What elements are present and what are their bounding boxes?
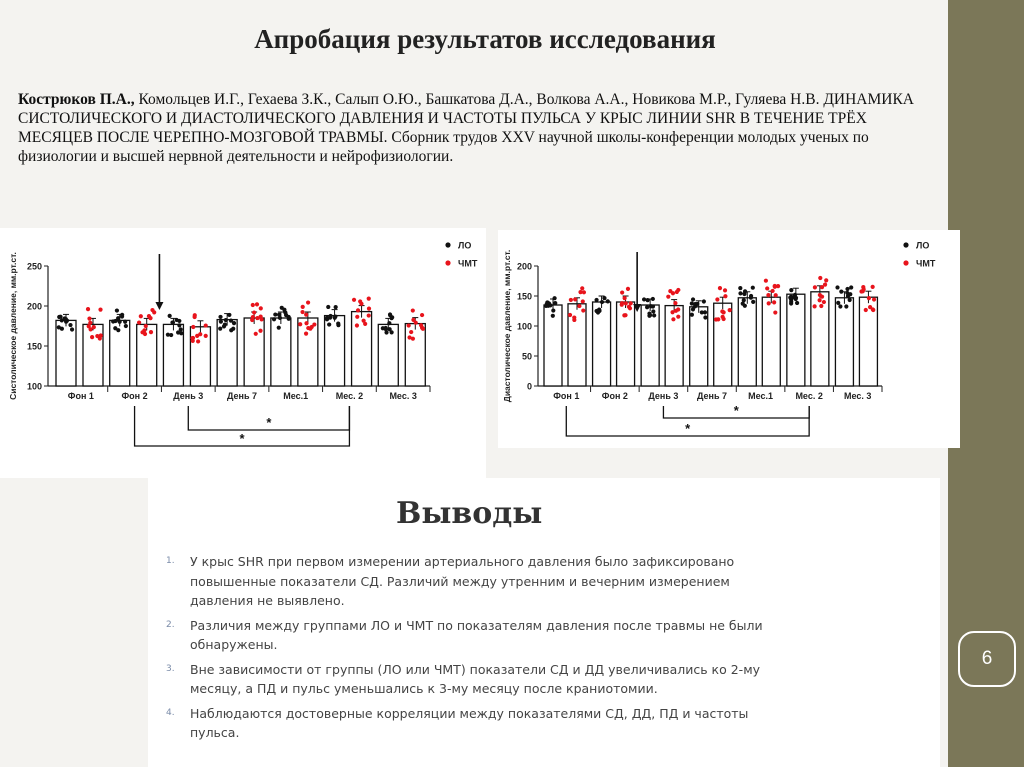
legend-marker	[903, 242, 908, 247]
data-point	[306, 300, 310, 304]
data-point	[407, 323, 411, 327]
conclusion-text: Наблюдаются достоверные корреляции между показателями СД, ДД, ПД и частоты пульса.	[190, 705, 749, 740]
data-point	[304, 313, 308, 317]
data-point	[168, 314, 172, 318]
data-point	[352, 298, 356, 302]
arrow-head	[155, 302, 163, 310]
data-point	[839, 290, 843, 294]
data-point	[70, 327, 74, 331]
y-axis-label: Систолическое давление, мм.рт.ст.	[8, 252, 18, 400]
data-point	[86, 307, 90, 311]
x-tick-label: Мес. 3	[389, 391, 417, 401]
data-point	[789, 301, 793, 305]
data-point	[98, 336, 102, 340]
y-tick-label: 50	[521, 351, 532, 362]
data-point	[251, 303, 255, 307]
data-point	[714, 317, 718, 321]
data-point	[287, 317, 291, 321]
bar	[271, 318, 291, 386]
x-tick-label: Мес. 3	[844, 391, 872, 401]
y-tick-label: 150	[516, 291, 532, 302]
data-point	[64, 317, 68, 321]
y-tick-label: 100	[516, 321, 532, 332]
conclusion-item	[166, 552, 766, 611]
y-tick-label: 200	[26, 301, 42, 312]
data-point	[623, 296, 627, 300]
data-point	[728, 308, 732, 312]
data-point	[191, 325, 195, 329]
data-point	[624, 301, 628, 305]
data-point	[219, 320, 223, 324]
data-point	[177, 323, 181, 327]
data-point	[646, 298, 650, 302]
data-point	[722, 317, 726, 321]
data-point	[666, 295, 670, 299]
significance-star: *	[685, 421, 691, 436]
systolic-pressure-chart	[0, 228, 486, 478]
data-point	[751, 300, 755, 304]
data-point	[864, 308, 868, 312]
x-tick-label: День 3	[648, 391, 679, 401]
data-point	[120, 314, 124, 318]
data-point	[118, 320, 122, 324]
data-point	[255, 316, 259, 320]
data-point	[232, 321, 236, 325]
data-point	[835, 285, 839, 289]
data-point	[819, 304, 823, 308]
bar	[738, 298, 756, 386]
data-point	[143, 332, 147, 336]
data-point	[301, 305, 305, 309]
y-tick-label: 250	[26, 261, 42, 272]
data-point	[298, 322, 302, 326]
x-tick-label: День 3	[173, 391, 204, 401]
data-point	[60, 318, 64, 322]
data-point	[868, 305, 872, 309]
significance-star: *	[733, 403, 739, 418]
conclusions-list	[166, 552, 766, 748]
conclusion-item	[166, 616, 766, 655]
data-point	[139, 314, 143, 318]
data-point	[723, 288, 727, 292]
data-point	[652, 313, 656, 317]
data-point	[150, 308, 154, 312]
data-point	[68, 323, 72, 327]
data-point	[176, 330, 180, 334]
data-point	[57, 325, 61, 329]
bar	[593, 302, 611, 386]
data-point	[738, 291, 742, 295]
data-point	[691, 297, 695, 301]
y-tick-label: 200	[516, 261, 532, 272]
data-point	[572, 318, 576, 322]
x-tick-label: Мес.1	[748, 391, 774, 401]
data-point	[411, 308, 415, 312]
data-point	[334, 305, 338, 309]
data-point	[824, 278, 828, 282]
data-point	[767, 301, 771, 305]
data-point	[675, 290, 679, 294]
data-point	[224, 318, 228, 322]
data-point	[813, 285, 817, 289]
bar	[325, 316, 345, 386]
data-point	[569, 298, 573, 302]
data-point	[251, 315, 255, 319]
data-point	[718, 286, 722, 290]
data-point	[764, 279, 768, 283]
data-point	[849, 285, 853, 289]
data-point	[355, 315, 359, 319]
data-point	[300, 310, 304, 314]
citation	[18, 90, 918, 166]
data-point	[196, 339, 200, 343]
data-point	[690, 301, 694, 305]
data-point	[312, 322, 316, 326]
data-point	[367, 297, 371, 301]
legend-marker	[445, 260, 450, 265]
data-point	[774, 293, 778, 297]
conclusion-text: У крыс SHR при первом измерении артериального давления было зафиксировано повышенные показатели СД. Различий между утренним и вечерним измерением давления не выявлено.	[190, 554, 735, 608]
data-point	[749, 294, 753, 298]
data-point	[573, 297, 577, 301]
data-point	[581, 299, 585, 303]
data-point	[651, 309, 655, 313]
data-point	[676, 315, 680, 319]
data-point	[867, 296, 871, 300]
data-point	[648, 313, 652, 317]
data-point	[390, 315, 394, 319]
data-point	[838, 304, 842, 308]
bar	[787, 294, 805, 386]
data-point	[700, 310, 704, 314]
data-point	[848, 292, 852, 296]
data-point	[204, 334, 208, 338]
data-point	[645, 305, 649, 309]
data-point	[822, 300, 826, 304]
diastolic-chart-panel	[498, 230, 960, 448]
x-tick-label: День 7	[696, 391, 728, 401]
data-point	[568, 313, 572, 317]
data-point	[795, 301, 799, 305]
data-point	[115, 308, 119, 312]
data-point	[278, 316, 282, 320]
x-tick-label: Фон 2	[121, 391, 148, 401]
data-point	[813, 304, 817, 308]
data-point	[581, 308, 585, 312]
data-point	[642, 297, 646, 301]
data-point	[384, 326, 388, 330]
conclusion-number: 3.	[166, 663, 175, 674]
bar	[762, 297, 780, 386]
data-point	[751, 286, 755, 290]
data-point	[190, 336, 194, 340]
data-point	[723, 294, 727, 298]
data-point	[597, 308, 601, 312]
data-point	[743, 289, 747, 293]
data-point	[859, 289, 863, 293]
data-point	[820, 295, 824, 299]
data-point	[620, 290, 624, 294]
data-point	[872, 297, 876, 301]
conclusion-text: Различия между группами ЛО и ЧМТ по показателям давления после травмы не были обнаружены.	[190, 617, 763, 652]
x-tick-label: Мес.1	[283, 391, 309, 401]
data-point	[411, 337, 415, 341]
data-point	[623, 313, 627, 317]
data-point	[277, 326, 281, 330]
data-point	[363, 322, 367, 326]
data-point	[629, 301, 633, 305]
data-point	[818, 276, 822, 280]
data-point	[871, 285, 875, 289]
data-point	[218, 327, 222, 331]
data-point	[545, 300, 549, 304]
data-point	[327, 322, 331, 326]
significance-star: *	[239, 431, 245, 446]
conclusions-panel	[148, 478, 940, 767]
data-point	[149, 330, 153, 334]
data-point	[651, 304, 655, 308]
data-point	[336, 322, 340, 326]
data-point	[218, 315, 222, 319]
data-point	[578, 290, 582, 294]
y-axis-label: Диастолическое давление, мм.рт.ст.	[502, 249, 512, 403]
significance-star: *	[266, 415, 272, 430]
data-point	[304, 321, 308, 325]
data-point	[144, 324, 148, 328]
data-point	[671, 291, 675, 295]
legend-marker	[445, 242, 450, 247]
data-point	[671, 317, 675, 321]
data-point	[227, 313, 231, 317]
data-point	[304, 332, 308, 336]
data-point	[421, 327, 425, 331]
data-point	[171, 320, 175, 324]
data-point	[794, 296, 798, 300]
page-number-badge	[958, 631, 1016, 687]
data-point	[333, 314, 337, 318]
data-point	[326, 305, 330, 309]
page-number: 6	[981, 648, 993, 669]
conclusion-text: Вне зависимости от группы (ЛО или ЧМТ) показатели СД и ДД увеличивались ко 2-му месяцу, а ПД и пульс уменьшались к 3-му месяцу после краниотомии.	[190, 661, 761, 696]
x-tick-label: Фон 2	[601, 391, 628, 401]
data-point	[166, 333, 170, 337]
data-point	[420, 313, 424, 317]
data-point	[715, 297, 719, 301]
legend-label: ЛО	[458, 240, 472, 251]
data-point	[844, 304, 848, 308]
data-point	[553, 301, 557, 305]
citation-text: Комольцев И.Г., Гехаева З.К., Салып О.Ю., Башкатова Д.А., Волкова А.А., Новикова М.Р., Гуляева Н.В. ДИНАМИКА СИСТОЛИЧЕСКОГО И ДИАСТОЛИЧЕСКОГО ДАВЛЕНИЯ И ЧАСТОТЫ ПУЛЬСА У КРЫС ЛИНИИ SHR В ТЕЧЕНИЕ ТРЁХ МЕСЯЦЕВ ПОСЛЕ ЧЕРЕПНО-МОЗГОВОЙ ТРАВМЫ. Сборник трудов XXV научной школы-конференции молодых ученых по физиологии и высшей нервной деятельности и нейрофизиологии.	[18, 91, 915, 165]
data-point	[551, 308, 555, 312]
slide-title: Апробация результатов исследования	[254, 24, 716, 54]
data-point	[356, 308, 360, 312]
data-point	[222, 324, 226, 328]
data-point	[260, 317, 264, 321]
x-tick-label: День 7	[226, 391, 258, 401]
data-point	[87, 317, 91, 321]
data-point	[836, 301, 840, 305]
data-point	[88, 321, 92, 325]
data-point	[116, 328, 120, 332]
diastolic-pressure-chart	[498, 230, 960, 448]
data-point	[673, 301, 677, 305]
data-point	[273, 312, 277, 316]
data-point	[702, 299, 706, 303]
data-point	[111, 319, 115, 323]
data-point	[695, 302, 699, 306]
legend-label: ЛО	[916, 240, 930, 251]
data-point	[766, 293, 770, 297]
conclusion-number: 2.	[166, 619, 175, 630]
data-point	[272, 317, 276, 321]
data-point	[580, 286, 584, 290]
data-point	[195, 334, 199, 338]
x-tick-label: Мес. 2	[795, 391, 823, 401]
data-point	[738, 286, 742, 290]
data-point	[789, 288, 793, 292]
data-point	[204, 323, 208, 327]
data-point	[602, 296, 606, 300]
data-point	[742, 298, 746, 302]
legend-label: ЧМТ	[458, 258, 478, 269]
data-point	[282, 308, 286, 312]
data-point	[254, 332, 258, 336]
data-point	[358, 299, 362, 303]
data-point	[773, 310, 777, 314]
data-point	[773, 284, 777, 288]
data-point	[98, 308, 102, 312]
data-point	[765, 286, 769, 290]
data-point	[594, 298, 598, 302]
data-point	[58, 315, 62, 319]
data-point	[255, 302, 259, 306]
data-point	[387, 321, 391, 325]
conclusion-number: 1.	[166, 556, 175, 566]
data-point	[142, 328, 146, 332]
conclusion-item	[166, 704, 766, 743]
y-tick-label: 150	[26, 341, 42, 352]
data-point	[720, 309, 724, 313]
data-point	[626, 287, 630, 291]
data-point	[772, 300, 776, 304]
conclusions-title: Выводы	[396, 496, 543, 531]
data-point	[367, 307, 371, 311]
data-point	[788, 296, 792, 300]
data-point	[411, 318, 415, 322]
data-point	[823, 283, 827, 287]
data-point	[124, 324, 128, 328]
data-point	[674, 309, 678, 313]
bar	[835, 298, 853, 386]
x-tick-label: Фон 1	[553, 391, 580, 401]
bar	[352, 312, 372, 386]
legend-label: ЧМТ	[916, 258, 936, 269]
y-tick-label: 100	[26, 381, 42, 392]
data-point	[606, 299, 610, 303]
data-point	[137, 320, 141, 324]
x-tick-label: Фон 1	[67, 391, 94, 401]
bar	[405, 324, 425, 386]
data-point	[367, 313, 371, 317]
data-point	[90, 335, 94, 339]
data-point	[355, 323, 359, 327]
data-point	[231, 327, 235, 331]
citation-lead-author: Кострюков П.А.,	[18, 91, 135, 108]
data-point	[690, 313, 694, 317]
data-point	[848, 298, 852, 302]
data-point	[552, 296, 556, 300]
data-point	[600, 300, 604, 304]
data-point	[89, 327, 93, 331]
data-point	[845, 287, 849, 291]
data-point	[384, 330, 388, 334]
data-point	[148, 316, 152, 320]
data-point	[771, 289, 775, 293]
conclusion-number: 4.	[166, 707, 175, 718]
data-point	[390, 330, 394, 334]
systolic-chart-panel	[0, 228, 486, 478]
y-tick-label: 0	[526, 381, 532, 392]
data-point	[818, 298, 822, 302]
legend-marker	[903, 260, 908, 265]
data-point	[409, 330, 413, 334]
data-point	[551, 314, 555, 318]
conclusion-item	[166, 660, 766, 699]
data-point	[123, 320, 127, 324]
data-point	[325, 316, 329, 320]
data-point	[703, 315, 707, 319]
data-point	[651, 297, 655, 301]
bar	[244, 318, 264, 386]
data-point	[177, 319, 181, 323]
x-tick-label: Мес. 2	[335, 391, 364, 401]
data-point	[252, 310, 256, 314]
data-point	[193, 315, 197, 319]
data-point	[620, 303, 624, 307]
data-point	[258, 329, 262, 333]
data-point	[577, 304, 581, 308]
data-point	[259, 306, 263, 310]
